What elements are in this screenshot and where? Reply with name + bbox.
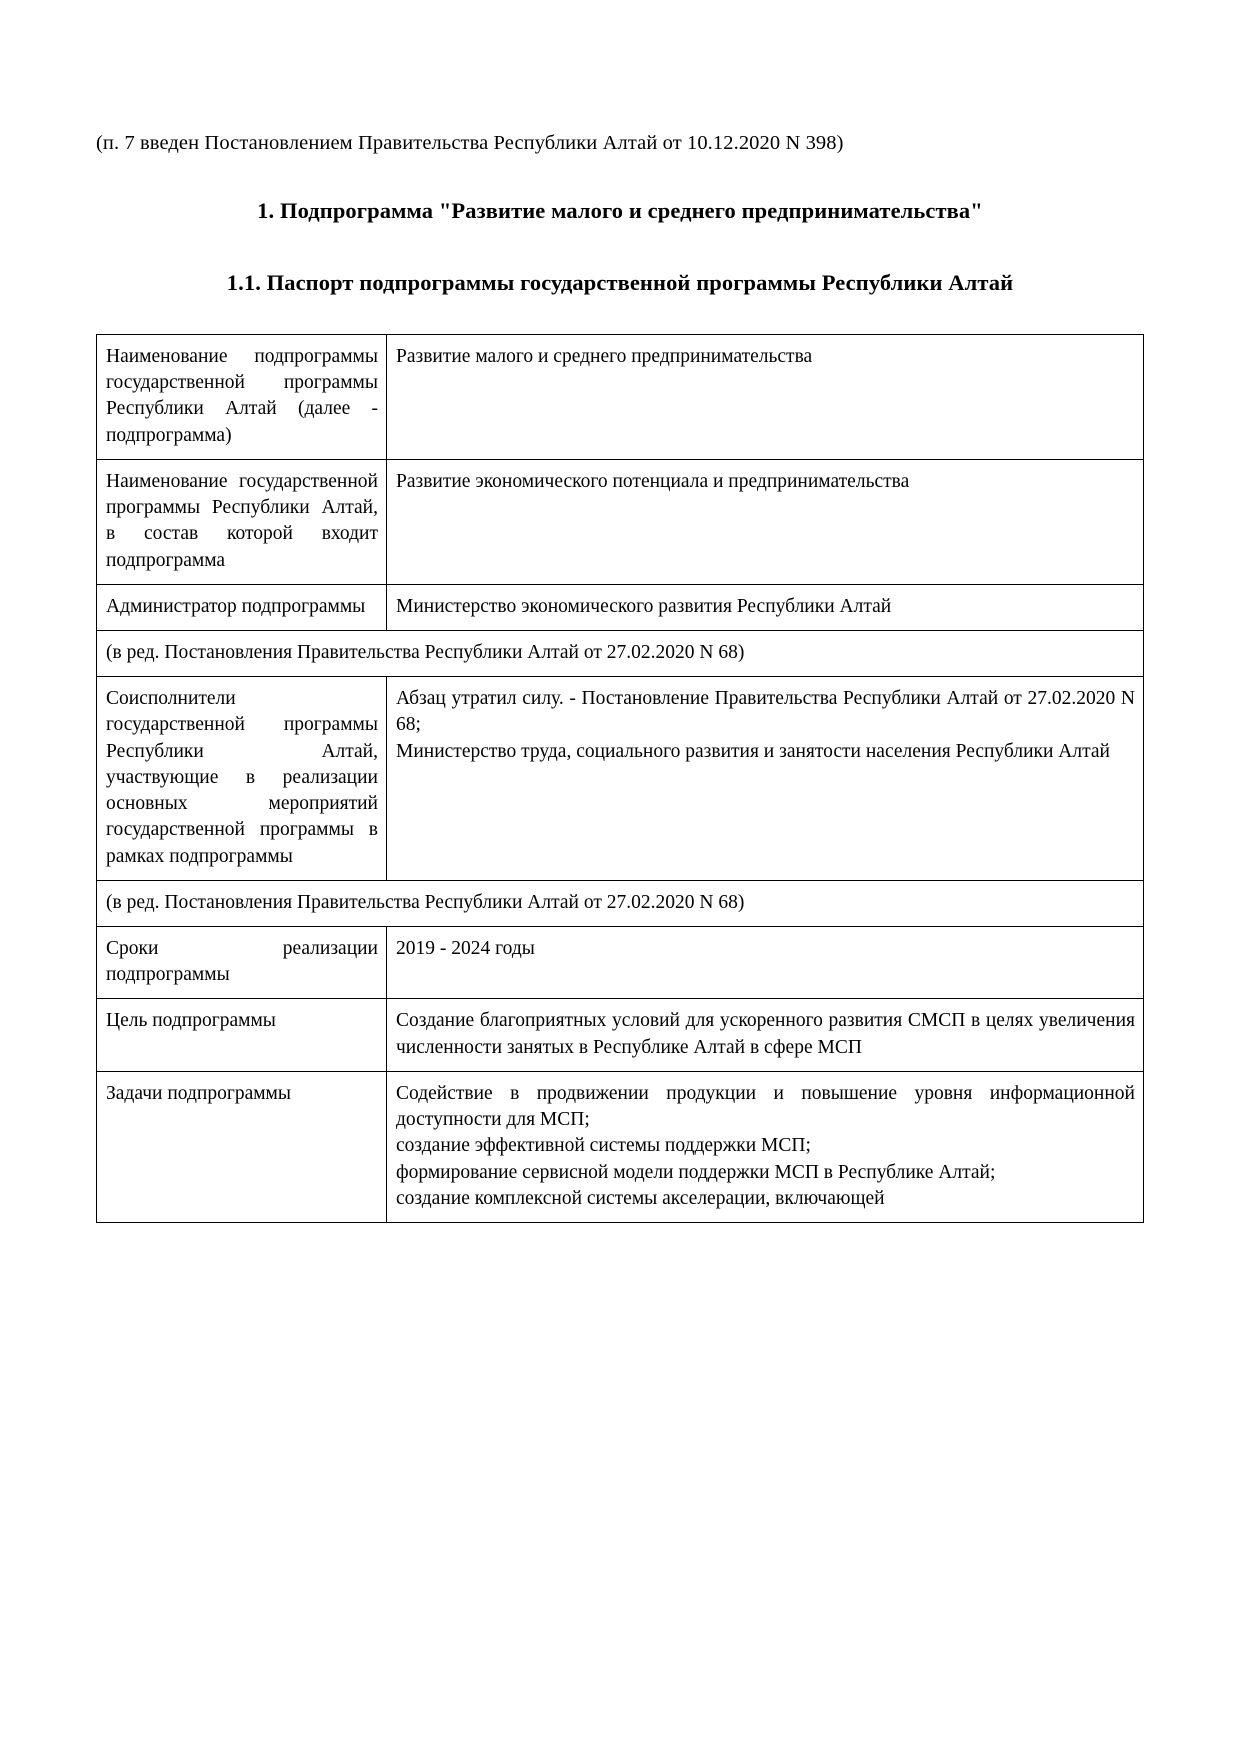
row-value: Развитие малого и среднего предпринимательства — [387, 335, 1144, 460]
row-label: Наименование подпрограммы государственной программы Республики Алтай (далее - подпрограмма) — [97, 335, 387, 460]
row-value-line: Министерство труда, социального развития и занятости населения Республики Алтай — [396, 740, 1110, 762]
row-value-line: Содействие в продвижении продукции и повышение уровня информационной доступности для МСП; — [396, 1082, 1135, 1131]
row-label: Задачи подпрограммы — [97, 1071, 387, 1222]
amendment-note-top: (п. 7 введен Постановлением Правительства Республики Алтай от 10.12.2020 N 398) — [96, 132, 844, 154]
row-label: Цель подпрограммы — [97, 999, 387, 1071]
row-value-lines — [396, 686, 1135, 765]
table-row-amendment-note — [97, 631, 1144, 677]
row-value — [387, 1071, 1144, 1222]
row-label: Администратор подпрограммы — [97, 584, 387, 630]
passport-table — [96, 334, 1144, 1223]
row-value-line: создание комплексной системы акселерации, включающей — [396, 1187, 885, 1209]
table-row — [97, 999, 1144, 1071]
page-title-passport: 1.1. Паспорт подпрограммы государственной программы Республики Алтай — [226, 269, 1014, 295]
table-row — [97, 677, 1144, 881]
row-value-line: формирование сервисной модели поддержки МСП в Республике Алтай; — [396, 1161, 996, 1183]
amendment-note: (в ред. Постановления Правительства Республики Алтай от 27.02.2020 N 68) — [97, 880, 1144, 926]
row-value: 2019 - 2024 годы — [387, 926, 1144, 998]
table-row — [97, 459, 1144, 584]
row-value-line: Абзац утратил силу. - Постановление Правительства Республики Алтай от 27.02.2020 N 68; — [396, 688, 1135, 736]
row-label: Соисполнители государственной программы Республики Алтай, участвующие в реализации основных мероприятий государственной программы в рамках подпрограммы — [97, 677, 387, 881]
table-row — [97, 1071, 1144, 1222]
row-value — [387, 677, 1144, 881]
row-value: Министерство экономического развития Республики Алтай — [387, 584, 1144, 630]
table-row — [97, 926, 1144, 998]
row-label: Сроки реализации подпрограммы — [97, 926, 387, 998]
table-row — [97, 584, 1144, 630]
row-label: Наименование государственной программы Республики Алтай, в состав которой входит подпрограмма — [97, 459, 387, 584]
page-title-subprogram: 1. Подпрограмма "Развитие малого и среднего предпринимательства" — [257, 198, 983, 224]
row-value: Развитие экономического потенциала и предпринимательства — [387, 459, 1144, 584]
amendment-note: (в ред. Постановления Правительства Республики Алтай от 27.02.2020 N 68) — [97, 631, 1144, 677]
row-value-lines — [396, 1081, 1135, 1212]
row-value-line: создание эффективной системы поддержки МСП; — [396, 1135, 811, 1157]
table-row-amendment-note — [97, 880, 1144, 926]
passport-table-body — [97, 335, 1144, 1223]
table-row — [97, 335, 1144, 460]
row-value: Создание благоприятных условий для ускоренного развития СМСП в целях увеличения численности занятых в Республике Алтай в сфере МСП — [387, 999, 1144, 1071]
